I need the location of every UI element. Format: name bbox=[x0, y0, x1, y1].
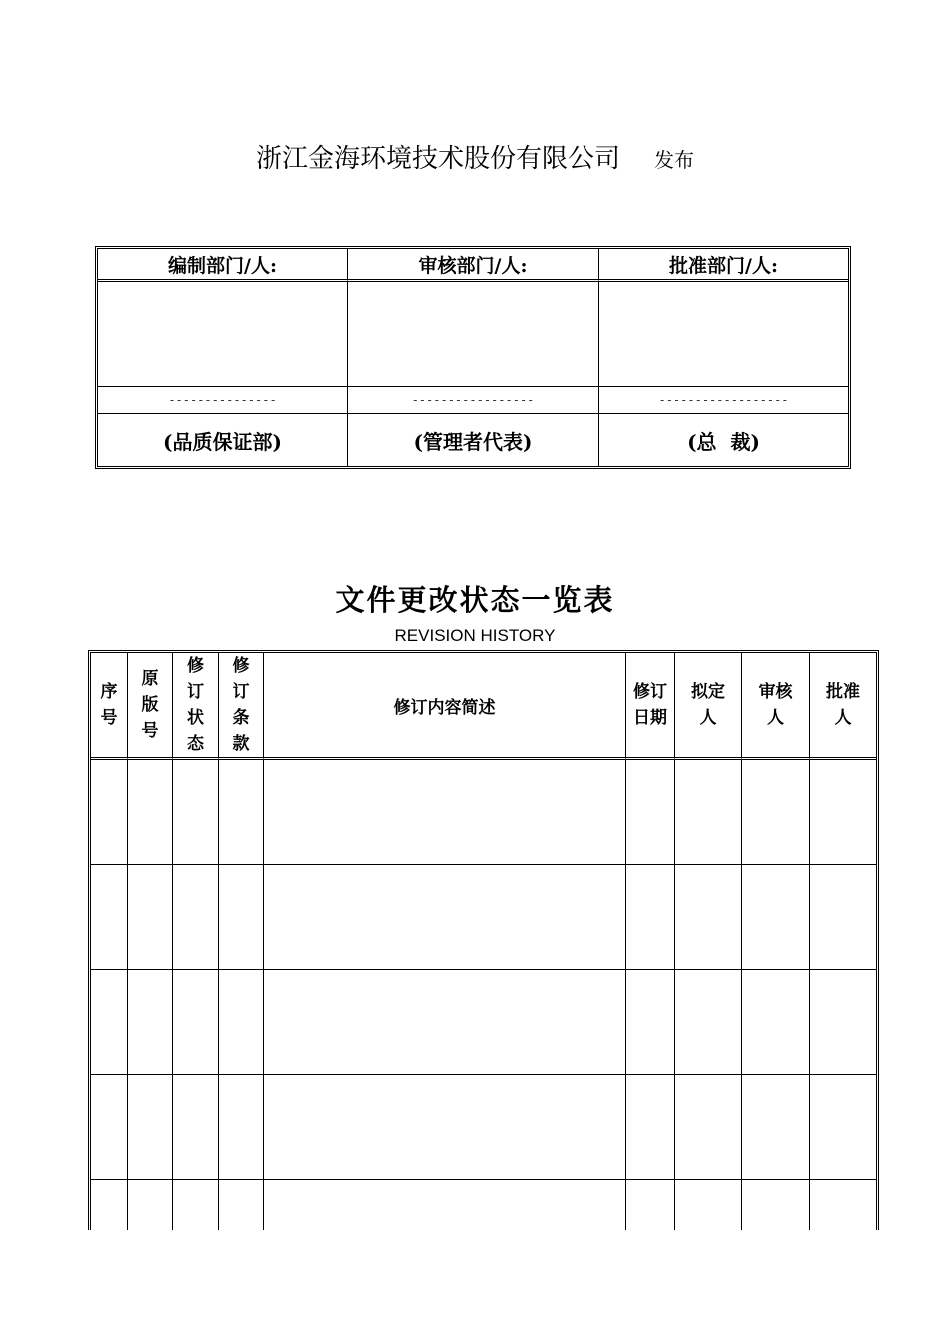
hdr-orig-version: 原版号 bbox=[128, 653, 173, 760]
cell-seq[interactable] bbox=[91, 1075, 128, 1180]
revision-table bbox=[88, 650, 879, 1230]
revision-row bbox=[91, 865, 876, 970]
cell-orig-version[interactable] bbox=[128, 1075, 173, 1180]
cell-seq[interactable] bbox=[91, 760, 128, 865]
cell-approver[interactable] bbox=[810, 760, 876, 865]
cell-drafter[interactable] bbox=[675, 970, 742, 1075]
cell-rev-content[interactable] bbox=[264, 1075, 626, 1180]
signature-line: ------------------ bbox=[599, 387, 848, 414]
revision-row bbox=[91, 760, 876, 865]
cell-rev-content[interactable] bbox=[264, 865, 626, 970]
cell-orig-version[interactable] bbox=[128, 865, 173, 970]
cell-orig-version[interactable] bbox=[128, 970, 173, 1075]
signature-cell-approve[interactable] bbox=[599, 282, 848, 387]
cell-rev-clause[interactable] bbox=[219, 865, 264, 970]
approval-header-row bbox=[98, 249, 848, 282]
cell-rev-date[interactable] bbox=[626, 1180, 675, 1230]
revision-row bbox=[91, 970, 876, 1075]
signature-line: --------------- bbox=[98, 387, 348, 414]
publish-label: 发布 bbox=[654, 148, 694, 172]
role-row bbox=[98, 414, 848, 466]
cell-rev-clause[interactable] bbox=[219, 1075, 264, 1180]
signature-cell-compile[interactable] bbox=[98, 282, 348, 387]
hdr-drafter: 拟定人 bbox=[675, 653, 742, 760]
signature-row bbox=[98, 282, 848, 387]
issuer-line bbox=[0, 138, 950, 175]
approval-table bbox=[95, 246, 851, 469]
cell-rev-content[interactable] bbox=[264, 760, 626, 865]
hdr-seq: 序号 bbox=[91, 653, 128, 760]
cell-reviewer[interactable] bbox=[742, 1075, 810, 1180]
signature-cell-review[interactable] bbox=[348, 282, 599, 387]
col-compile: 编制部门/人: bbox=[98, 249, 348, 282]
cell-reviewer[interactable] bbox=[742, 970, 810, 1075]
cell-rev-clause[interactable] bbox=[219, 970, 264, 1075]
cell-reviewer[interactable] bbox=[742, 760, 810, 865]
revision-header-row bbox=[91, 653, 876, 760]
col-approve: 批准部门/人: bbox=[599, 249, 848, 282]
cell-rev-status[interactable] bbox=[173, 865, 219, 970]
hdr-approver: 批准人 bbox=[810, 653, 876, 760]
cell-orig-version[interactable] bbox=[128, 760, 173, 865]
cell-rev-date[interactable] bbox=[626, 760, 675, 865]
revision-row bbox=[91, 1075, 876, 1180]
role-quality: (品质保证部) bbox=[98, 414, 348, 466]
col-review: 审核部门/人: bbox=[348, 249, 599, 282]
cell-rev-date[interactable] bbox=[626, 970, 675, 1075]
cell-seq[interactable] bbox=[91, 1180, 128, 1230]
cell-orig-version[interactable] bbox=[128, 1180, 173, 1230]
hdr-rev-date: 修订日期 bbox=[626, 653, 675, 760]
cell-rev-date[interactable] bbox=[626, 865, 675, 970]
hdr-rev-content: 修订内容简述 bbox=[264, 653, 626, 760]
cell-rev-content[interactable] bbox=[264, 1180, 626, 1230]
cell-rev-status[interactable] bbox=[173, 1075, 219, 1180]
cell-approver[interactable] bbox=[810, 865, 876, 970]
revision-subtitle: REVISION HISTORY bbox=[394, 626, 556, 645]
hdr-rev-status: 修订状态 bbox=[173, 653, 219, 760]
cell-reviewer[interactable] bbox=[742, 865, 810, 970]
cell-drafter[interactable] bbox=[675, 865, 742, 970]
cell-reviewer[interactable] bbox=[742, 1180, 810, 1230]
company-name: 浙江金海环境技术股份有限公司 bbox=[255, 144, 620, 174]
signature-line: ----------------- bbox=[348, 387, 599, 414]
role-president: (总 裁) bbox=[687, 429, 760, 454]
cell-seq[interactable] bbox=[91, 970, 128, 1075]
cell-approver[interactable] bbox=[810, 1180, 876, 1230]
role-mgmt-rep: (管理者代表) bbox=[348, 414, 599, 466]
cell-rev-status[interactable] bbox=[173, 760, 219, 865]
cell-approver[interactable] bbox=[810, 1075, 876, 1180]
signature-line-row bbox=[98, 387, 848, 414]
cell-drafter[interactable] bbox=[675, 1075, 742, 1180]
cell-rev-clause[interactable] bbox=[219, 1180, 264, 1230]
revision-title: 文件更改状态一览表 bbox=[335, 583, 615, 617]
revision-row bbox=[91, 1180, 876, 1230]
cell-approver[interactable] bbox=[810, 970, 876, 1075]
cell-rev-status[interactable] bbox=[173, 970, 219, 1075]
cell-drafter[interactable] bbox=[675, 1180, 742, 1230]
cell-rev-clause[interactable] bbox=[219, 760, 264, 865]
cell-rev-date[interactable] bbox=[626, 1075, 675, 1180]
cell-rev-content[interactable] bbox=[264, 970, 626, 1075]
hdr-rev-clause: 修订条款 bbox=[219, 653, 264, 760]
hdr-reviewer: 审核人 bbox=[742, 653, 810, 760]
cell-rev-status[interactable] bbox=[173, 1180, 219, 1230]
cell-drafter[interactable] bbox=[675, 760, 742, 865]
cell-seq[interactable] bbox=[91, 865, 128, 970]
